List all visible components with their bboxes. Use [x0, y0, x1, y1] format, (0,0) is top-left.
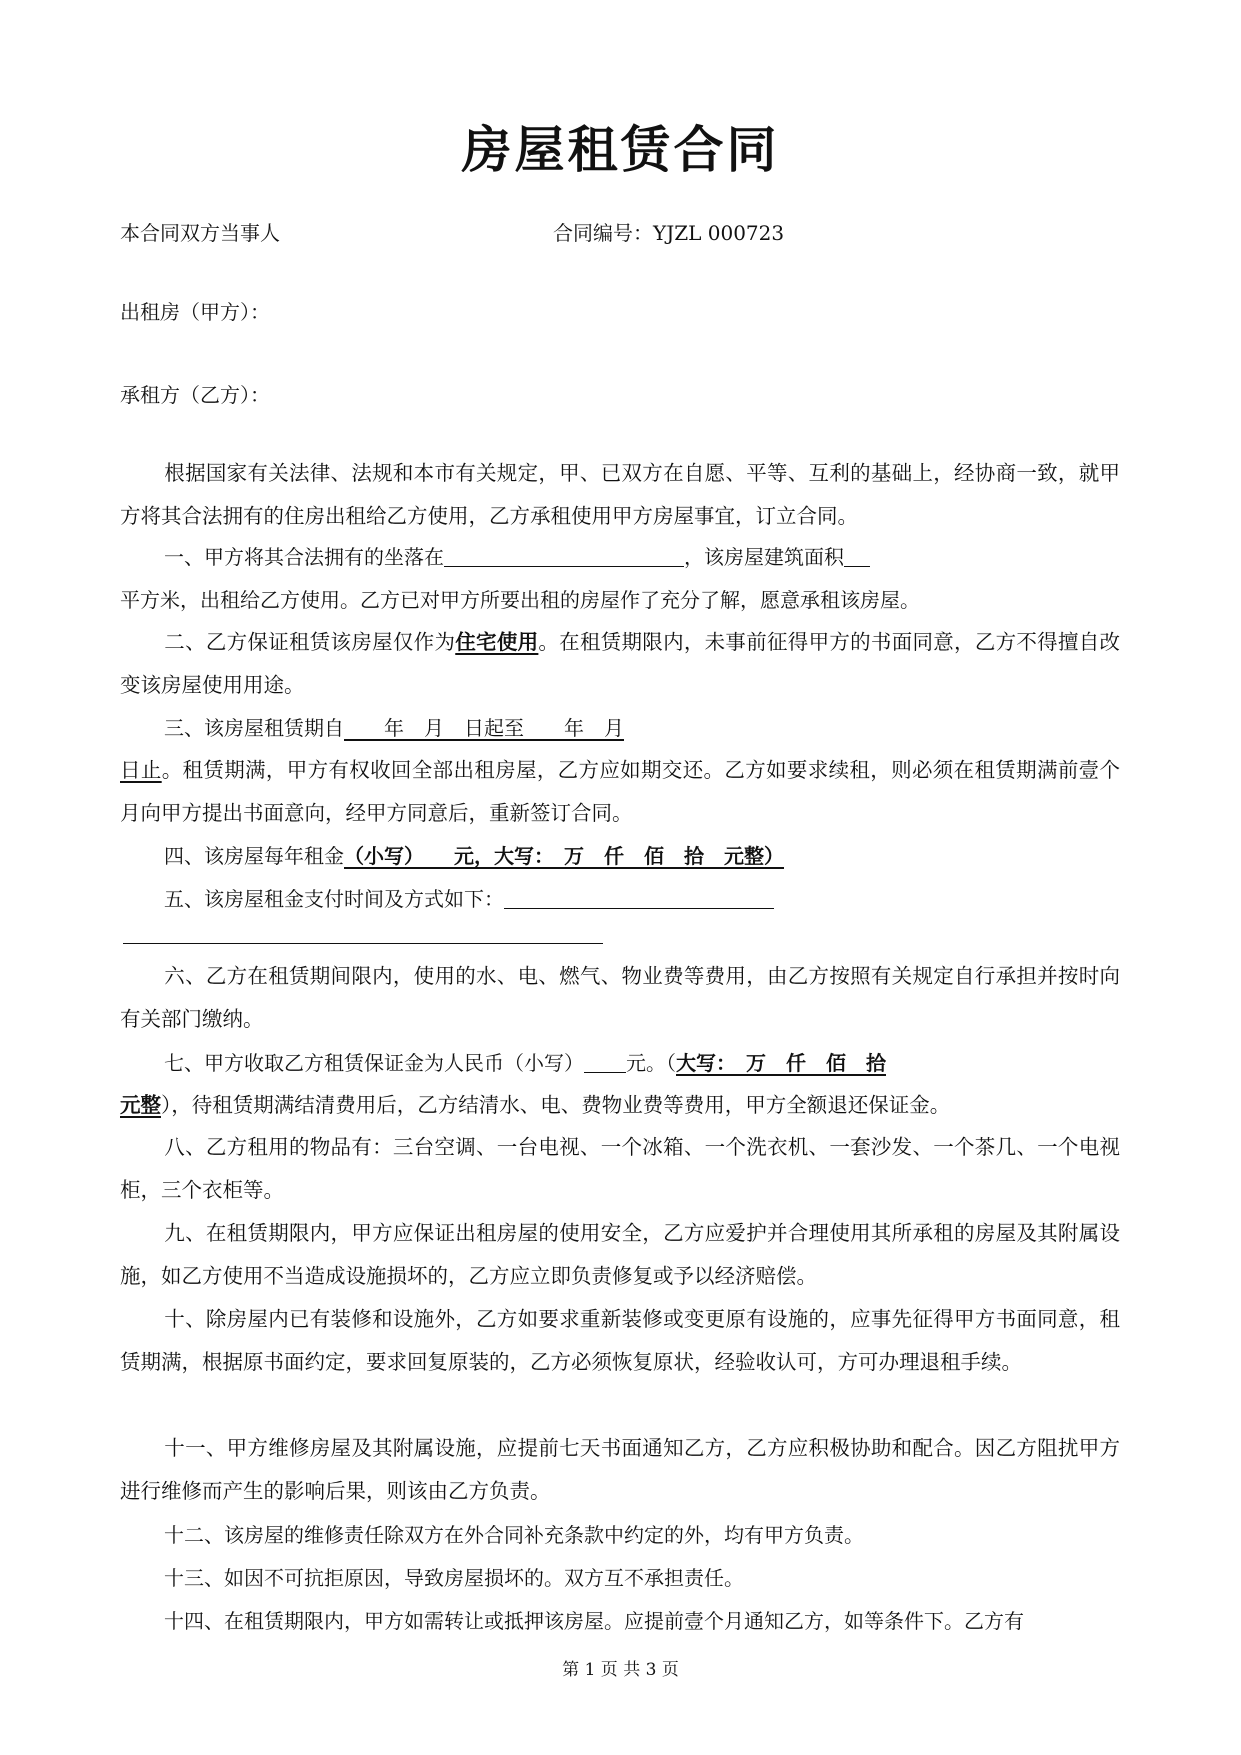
document-title: 房屋租赁合同	[461, 121, 780, 179]
deposit-unit: 元整	[120, 1093, 161, 1117]
clause-9-text: 九、在租赁期限内，甲方应保证出租房屋的使用安全，乙方应爱护并合理使用其所承租的房屋及其附属设施，如乙方使用不当造成设施损坏的，乙方应立即负责修复或予以经济赔偿。	[120, 1221, 1120, 1288]
clause-3-line-1	[164, 713, 654, 743]
area-blank[interactable]	[844, 545, 870, 567]
clause-3-cont	[120, 749, 1120, 835]
clause-10-text: 十、除房屋内已有装修和设施外，乙方如要求重新装修或变更原有设施的，应事先征得甲方书面同意，租赁期满，根据原书面约定，要求回复原装的，乙方必须恢复原状，经验收认可，方可办理退租手续。	[120, 1307, 1120, 1374]
deposit-blank[interactable]	[584, 1051, 626, 1073]
clause-13: 十三、如因不可抗拒原因，导致房屋损坏的。双方互不承担责任。	[164, 1566, 744, 1590]
intro-text: 根据国家有关法律、法规和本市有关规定，甲、已双方在自愿、平等、互利的基础上，经协商一致，就甲方将其合法拥有的住房出租给乙方使用，乙方承租使用甲方房屋事宜，订立合同。	[120, 461, 1120, 528]
clause-4	[164, 841, 784, 871]
clause-7-text-a: 七、甲方收取乙方租赁保证金为人民币（小写）	[164, 1051, 584, 1075]
parties-label: 本合同双方当事人	[120, 221, 280, 245]
page-footer: 第 1 页 共 3 页	[562, 1660, 679, 1680]
contract-number: 合同编号：YJZL 000723	[553, 221, 785, 245]
clause-1-text-a: 一、甲方将其合法拥有的坐落在	[164, 545, 444, 569]
clause-2-text-b: 。在租赁期限内，未事前征得甲方的书面同意，乙方不得擅自改变该房屋使用用途。	[120, 630, 1121, 697]
usage-type: 住宅使用	[455, 630, 539, 654]
clause-6	[120, 955, 1120, 1041]
lease-period: 年 月 日起至 年 月	[344, 716, 624, 740]
clause-3-text-a: 三、该房屋租赁期自	[164, 716, 344, 740]
clause-9	[120, 1212, 1120, 1298]
payment-method-blank[interactable]	[504, 887, 774, 909]
clause-11-text: 十一、甲方维修房屋及其附属设施，应提前七天书面通知乙方，乙方应积极协助和配合。因乙方阻扰甲方进行维修而产生的影响后果，则该由乙方负责。	[120, 1436, 1120, 1503]
clause-11	[120, 1427, 1120, 1513]
clause-6-text: 六、乙方在租赁期间限内，使用的水、电、燃气、物业费等费用，由乙方按照有关规定自行承担并按时向有关部门缴纳。	[120, 964, 1120, 1031]
lease-end-label: 日止	[120, 758, 162, 782]
location-blank[interactable]	[444, 545, 684, 567]
clause-1-line-1	[164, 542, 870, 572]
clause-8	[120, 1126, 1120, 1212]
clause-5-text: 五、该房屋租金支付时间及方式如下：	[164, 887, 504, 911]
lessor-line: 出租房（甲方）：	[120, 300, 270, 324]
clause-12: 十二、该房屋的维修责任除双方在外合同补充条款中约定的外，均有甲方负责。	[164, 1523, 864, 1547]
clause-7-line-1	[164, 1048, 910, 1078]
clause-10	[120, 1298, 1120, 1384]
clause-14: 十四、在租赁期限内，甲方如需转让或抵押该房屋。应提前壹个月通知乙方，如等条件下。乙方有	[164, 1609, 1024, 1633]
clause-2-text-a: 二、乙方保证租赁该房屋仅作为	[164, 630, 456, 654]
clause-2	[120, 621, 1120, 707]
clause-1-text-b: ，该房屋建筑面积	[684, 545, 844, 569]
intro-paragraph	[120, 452, 1120, 538]
clause-4-text: 四、该房屋每年租金	[164, 844, 344, 868]
clause-7-text-b: 元。（	[626, 1051, 676, 1075]
annual-rent-amount: （小写） 元，大写： 万 仟 佰 拾 元整）	[344, 844, 784, 868]
clause-1-line-2: 平方米，出租给乙方使用。乙方已对甲方所要出租的房屋作了充分了解，愿意承租该房屋。	[120, 588, 920, 612]
clause-3-text-b: 。租赁期满，甲方有权收回全部出租房屋，乙方应如期交还。乙方如要求续租，则必须在租赁期满前壹个月向甲方提出书面意向，经甲方同意后，重新签订合同。	[120, 758, 1121, 825]
clause-5	[164, 884, 774, 914]
clause-8-text: 八、乙方租用的物品有：三台空调、一台电视、一个冰箱、一个洗衣机、一套沙发、一个茶几、一个电视柜，三个衣柜等。	[120, 1135, 1120, 1202]
deposit-amount-words: 大写： 万 仟 佰 拾	[676, 1051, 886, 1075]
lessee-line: 承租方（乙方）：	[120, 383, 270, 407]
payment-method-blank-line-2[interactable]	[123, 943, 603, 944]
clause-7-cont	[120, 1084, 1120, 1127]
clause-7-text-d: ），待租赁期满结清费用后，乙方结清水、电、费物业费等费用，甲方全额退还保证金。	[161, 1093, 951, 1117]
